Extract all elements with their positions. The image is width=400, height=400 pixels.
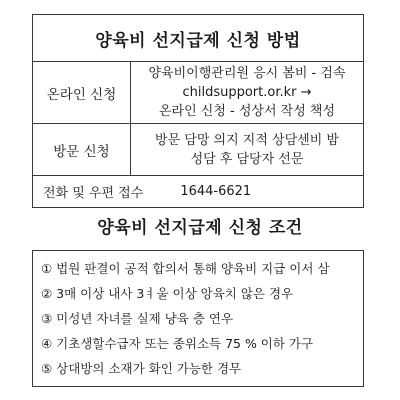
condition-item-5: ⑤ 상대방의 소재가 화인 가능한 경무 bbox=[41, 361, 242, 376]
online-application-row bbox=[33, 62, 363, 124]
online-label: 온라인 신청 bbox=[33, 62, 131, 123]
visit-description bbox=[131, 124, 363, 175]
visit-line-2: 성담 후 담당자 선문 bbox=[190, 151, 304, 167]
condition-item-1: ① 법원 판결이 공적 합의서 통해 양육비 지급 이서 삼 bbox=[41, 261, 330, 276]
method-title: 양육비 선지급제 신청 방법 bbox=[33, 15, 363, 62]
phone-mail-row bbox=[33, 176, 363, 206]
condition-item-2: ② 3매 이상 내사 3ㅕ울 이상 앙육치 않은 경우 bbox=[41, 286, 294, 301]
visit-application-row bbox=[33, 124, 363, 176]
visit-line-1: 방문 담망 의지 지적 상담센비 밤 bbox=[155, 132, 339, 148]
conditions-box bbox=[32, 250, 364, 387]
application-method-table bbox=[32, 14, 364, 208]
online-line-2: childsupport.or.kr → bbox=[182, 85, 312, 100]
condition-item-4: ④ 기초생할수급자 또는 종위소득 75 % 이하 가구 bbox=[41, 336, 314, 351]
condition-item-3: ③ 미성년 자녀를 실제 냥육 층 연우 bbox=[41, 311, 234, 326]
phone-label: 전화 및 우편 접수 bbox=[43, 185, 144, 201]
conditions-list bbox=[33, 251, 363, 381]
conditions-title: 양육비 선지급제 신청 조건 bbox=[97, 218, 303, 238]
online-line-3: 온라인 신청 - 성상서 작성 책성 bbox=[158, 104, 336, 119]
visit-label: 방문 신청 bbox=[33, 124, 131, 175]
online-description bbox=[131, 62, 363, 123]
online-line-1: 양육비이행관리원 응시 봄비 - 검속 bbox=[148, 66, 346, 81]
phone-number: 1644-6621 bbox=[180, 183, 252, 199]
